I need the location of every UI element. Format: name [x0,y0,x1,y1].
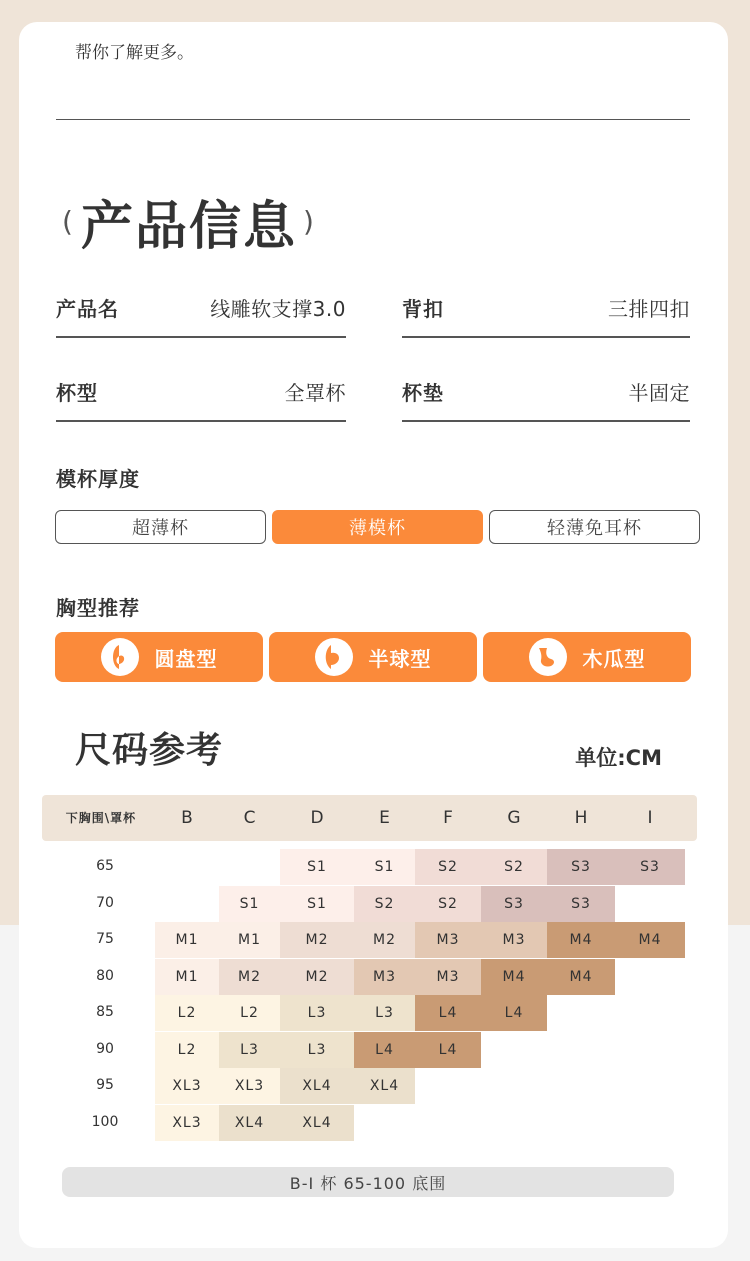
thickness-option-thin[interactable]: 薄模杯 [272,510,483,544]
size-cell: M4 [547,959,615,995]
size-cell: M4 [481,959,547,995]
size-cell: S1 [354,849,415,885]
size-cell: M4 [615,922,685,958]
info-cup-type [56,376,346,422]
size-cell: XL4 [280,1105,354,1141]
info-value: 三排四扣 [608,297,690,321]
size-cell: S2 [354,886,415,922]
shape-option-hemisphere[interactable] [269,632,477,682]
info-key: 杯垫 [402,381,444,405]
band-label: 75 [96,931,114,947]
info-value: 全罩杯 [284,381,346,405]
shape-label: 木瓜型 [582,646,646,671]
size-range-note: B-I 杯 65-100 底围 [62,1167,674,1197]
size-cell: L4 [415,1032,481,1068]
info-key: 杯型 [56,381,98,405]
size-cell: M1 [155,959,219,995]
column-header-e: E [379,808,390,828]
band-label: 95 [96,1077,114,1093]
size-cell: L3 [280,995,354,1031]
size-cell: S1 [219,886,280,922]
product-info-title [56,184,322,259]
info-clasp [402,292,690,338]
size-cell: XL3 [155,1068,219,1104]
size-cell: M3 [481,922,547,958]
size-cell: S2 [415,849,481,885]
paren-right: ) [302,205,316,238]
paren-left: ( [62,205,75,238]
size-cell: L2 [155,995,219,1031]
size-cell: S1 [280,886,354,922]
info-pad [402,376,690,422]
shape-option-round[interactable] [55,632,263,682]
size-cell: M1 [155,922,219,958]
size-cell: M4 [547,922,615,958]
band-label: 85 [96,1004,114,1020]
info-value: 半固定 [628,381,690,405]
column-header-d: D [310,808,324,828]
info-key: 背扣 [402,297,444,321]
size-cell: L2 [219,995,280,1031]
band-label: 90 [96,1040,114,1057]
column-header-i: I [647,808,653,828]
unit-label: 单位:CM [575,746,662,770]
size-cell: M3 [415,922,481,958]
info-key: 产品名 [56,297,119,321]
product-info-title-text: 产品信息 [80,197,297,257]
size-cell: XL4 [354,1068,415,1104]
info-product-name [56,292,346,338]
shape-label: 半球型 [368,646,432,671]
size-cell: L3 [280,1032,354,1068]
header-corner: 下胸围\罩杯 [65,811,137,825]
size-cell: L4 [415,995,481,1031]
band-label: 65 [96,858,114,874]
size-cell: M2 [354,922,415,958]
size-cell: M1 [219,922,280,958]
papaya-breast-icon [529,638,567,676]
size-cell: L3 [219,1032,280,1068]
divider [56,119,690,120]
size-cell: M2 [219,959,280,995]
size-cell: M2 [280,922,354,958]
size-cell: XL3 [155,1105,219,1141]
shape-label: 圆盘型 [154,646,218,671]
size-cell: XL4 [280,1068,354,1104]
thickness-option-ultra-thin[interactable]: 超薄杯 [55,510,266,544]
column-header-g: G [507,808,521,828]
column-header-c: C [243,808,256,828]
size-cell: S3 [547,849,615,885]
shape-option-papaya[interactable] [483,632,691,682]
size-cell: L3 [354,995,415,1031]
column-header-h: H [574,808,588,828]
thickness-option-light-thin[interactable]: 轻薄免耳杯 [489,510,700,544]
band-label: 100 [91,1113,119,1130]
size-cell: L2 [155,1032,219,1068]
size-cell: L4 [481,995,547,1031]
size-cell: M2 [280,959,354,995]
size-chart-title: 尺码参考 [75,730,224,771]
size-cell: S1 [280,849,354,885]
hemisphere-breast-icon [315,638,353,676]
round-breast-icon [101,638,139,676]
product-card [19,22,728,1248]
size-cell: XL4 [219,1105,280,1141]
size-table-header [42,795,697,841]
size-cell: S3 [547,886,615,922]
band-label: 70 [96,894,114,911]
breast-shape-label: 胸型推荐 [56,596,140,620]
size-cell: S3 [481,886,547,922]
info-value: 线雕软支撑3.0 [210,297,346,321]
size-cell: S3 [615,849,685,885]
column-header-b: B [181,808,193,828]
cup-thickness-label: 模杯厚度 [56,467,140,491]
column-header-f: F [443,808,453,828]
size-cell: S2 [481,849,547,885]
size-cell: M3 [415,959,481,995]
size-cell: L4 [354,1032,415,1068]
band-label: 80 [96,967,114,984]
intro-text: 帮你了解更多。 [75,43,194,63]
size-cell: S2 [415,886,481,922]
size-cell: XL3 [219,1068,280,1104]
size-cell: M3 [354,959,415,995]
